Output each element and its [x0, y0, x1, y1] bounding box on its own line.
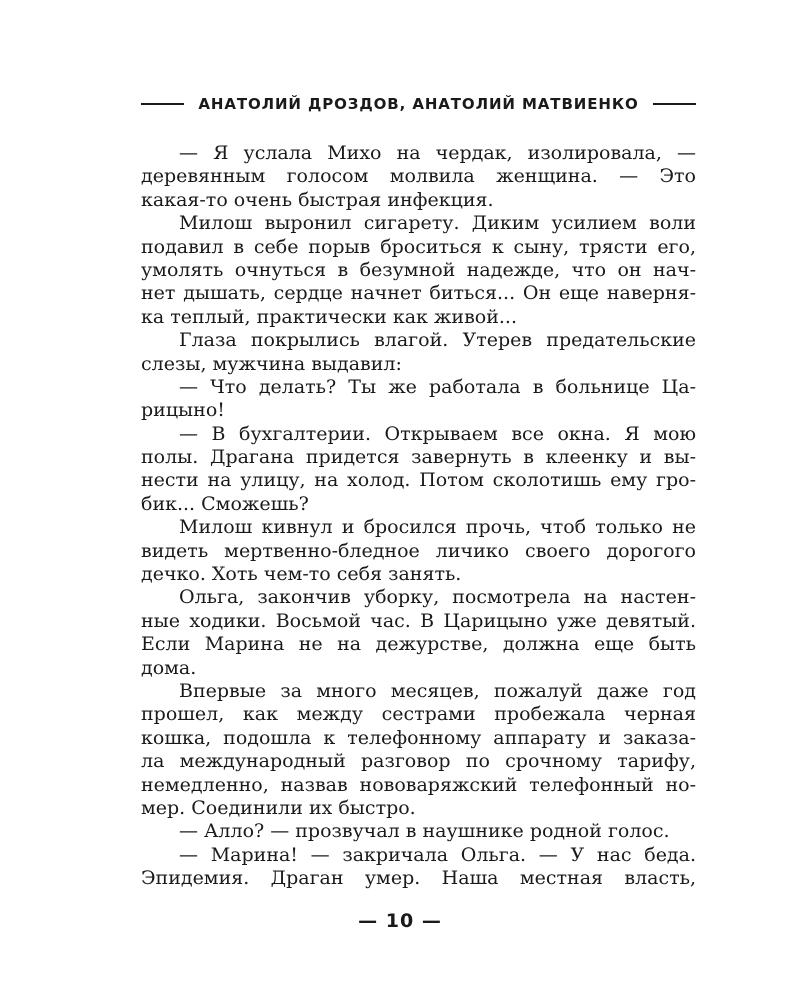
- text-line: слезы, мужчина выдавил:: [141, 352, 402, 375]
- text-line: прошел, как между сестрами пробежала черная: [141, 703, 696, 726]
- text-line: Если Марина не на дежурстве, должна еще быть: [141, 633, 696, 656]
- text-line: — Что делать? Ты же работала в больнице Ца-: [179, 375, 696, 398]
- text-line: полы. Драгана придется завернуть в клеенку и вы-: [141, 446, 696, 469]
- text-line: нести на улицу, на холод. Потом сколотишь ему гро-: [141, 469, 696, 492]
- text-line: умолять очнуться в безумной надежде, что он нач-: [141, 258, 696, 281]
- text-line: кошка, подошла к телефонному аппарату и заказа-: [141, 726, 696, 749]
- text-line: Впервые за много месяцев, пожалуй даже год: [179, 679, 696, 702]
- text-line: — Я услала Михо на чердак, изолировала, —: [179, 142, 696, 164]
- text-line: Эпидемия. Драган умер. Наша местная власть,: [141, 867, 696, 890]
- text-line: — Алло? — прозвучал в наушнике родной голос.: [179, 820, 670, 843]
- text-line: какая-то очень быстрая инфекция.: [141, 188, 494, 211]
- body-text: [141, 142, 696, 891]
- running-title: АНАТОЛИЙ ДРОЗДОВ, АНАТОЛИЙ МАТВИЕНКО: [198, 95, 639, 113]
- header-rule-right: [653, 103, 696, 105]
- text-line: Ольга, закончив уборку, посмотрела на настен-: [179, 586, 696, 609]
- running-header: [141, 92, 696, 116]
- text-line: видеть мертвенно-бледное личико своего дорогого: [141, 539, 696, 562]
- text-line: Милош выронил сигарету. Диким усилием воли: [179, 212, 696, 235]
- text-line: Глаза покрылись влагой. Утерев предательские: [179, 329, 696, 352]
- text-line: бик... Сможешь?: [141, 492, 309, 515]
- text-line: дома.: [141, 656, 197, 679]
- header-rule-left: [141, 103, 184, 105]
- text-line: подавил в себе порыв броситься к сыну, трясти его,: [141, 235, 696, 258]
- text-line: ка теплый, практически как живой...: [141, 305, 518, 328]
- page-number: — 10 —: [358, 910, 442, 932]
- text-line: дечко. Хоть чем-то себя занять.: [141, 563, 462, 586]
- text-line: — Марина! — закричала Ольга. — У нас беда.: [179, 843, 696, 866]
- text-line: ные ходики. Восьмой час. В Царицыно уже девятый.: [141, 609, 696, 632]
- text-line: Милош кивнул и бросился прочь, чтоб только не: [179, 516, 696, 539]
- text-line: мер. Соединили их быстро.: [141, 796, 416, 819]
- text-line: рицыно!: [141, 399, 225, 422]
- text-line: деревянным голосом молвила женщина. — Это: [141, 165, 696, 188]
- text-line: — В бухгалтерии. Открываем все окна. Я мою: [179, 422, 696, 445]
- text-line: ла международный разговор по срочному тарифу,: [141, 750, 696, 773]
- text-line: нет дышать, сердце начнет биться... Он еще наверня-: [141, 282, 696, 305]
- text-line: немедленно, назвав нововаряжский телефонный но-: [141, 773, 696, 796]
